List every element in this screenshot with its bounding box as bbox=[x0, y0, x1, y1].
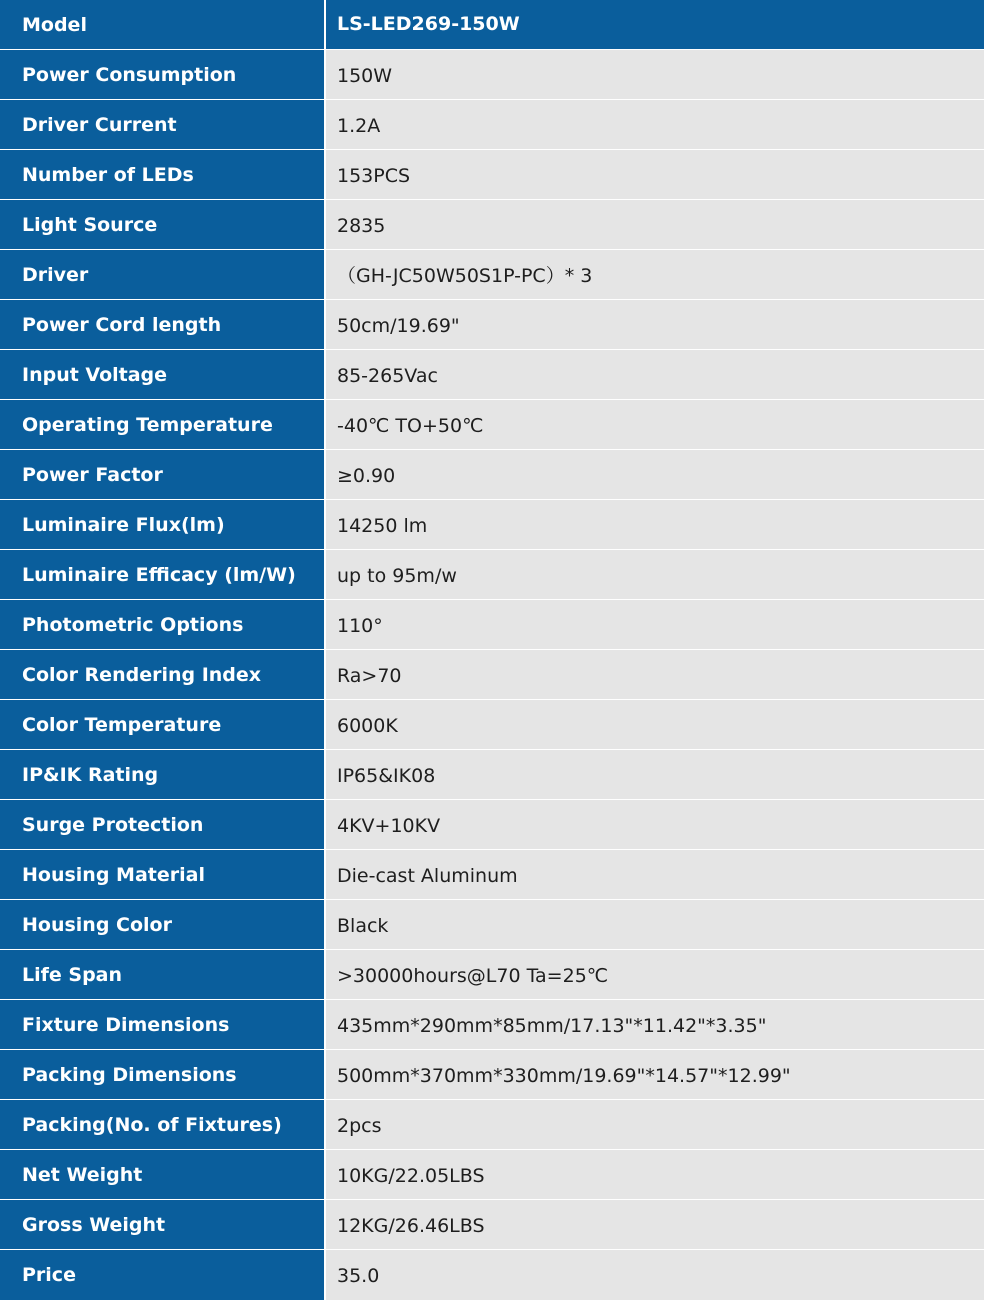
spec-value: 85-265Vac bbox=[326, 350, 984, 400]
spec-row-price bbox=[0, 1250, 984, 1300]
spec-row bbox=[0, 650, 984, 700]
spec-label: Operating Temperature bbox=[0, 400, 326, 450]
spec-row bbox=[0, 50, 984, 100]
spec-value: up to 95m/w bbox=[326, 550, 984, 600]
spec-row bbox=[0, 900, 984, 950]
spec-label: Luminaire Efficacy (lm/W) bbox=[0, 550, 326, 600]
spec-row bbox=[0, 400, 984, 450]
spec-row bbox=[0, 1150, 984, 1200]
spec-value: 12KG/26.46LBS bbox=[326, 1200, 984, 1250]
spec-row bbox=[0, 850, 984, 900]
spec-row bbox=[0, 1200, 984, 1250]
spec-row bbox=[0, 250, 984, 300]
spec-row bbox=[0, 100, 984, 150]
spec-row bbox=[0, 500, 984, 550]
spec-row bbox=[0, 800, 984, 850]
spec-value: 14250 lm bbox=[326, 500, 984, 550]
spec-value: 150W bbox=[326, 50, 984, 100]
spec-label: Driver bbox=[0, 250, 326, 300]
spec-row bbox=[0, 600, 984, 650]
spec-label: Gross Weight bbox=[0, 1200, 326, 1250]
spec-row bbox=[0, 450, 984, 500]
spec-value: 153PCS bbox=[326, 150, 984, 200]
spec-label: Input Voltage bbox=[0, 350, 326, 400]
spec-value: 50cm/19.69" bbox=[326, 300, 984, 350]
spec-row bbox=[0, 750, 984, 800]
spec-value: LS-LED269-150W bbox=[326, 0, 984, 50]
spec-label: Power Consumption bbox=[0, 50, 326, 100]
spec-label: Net Weight bbox=[0, 1150, 326, 1200]
spec-row bbox=[0, 1100, 984, 1150]
spec-value: （GH-JC50W50S1P-PC）* 3 bbox=[326, 250, 984, 300]
spec-label: Surge Protection bbox=[0, 800, 326, 850]
spec-label: IP&IK Rating bbox=[0, 750, 326, 800]
spec-label: Driver Current bbox=[0, 100, 326, 150]
spec-value: -40℃ TO+50℃ bbox=[326, 400, 984, 450]
spec-label: Price bbox=[0, 1250, 326, 1300]
spec-row bbox=[0, 200, 984, 250]
spec-label: Packing(No. of Fixtures) bbox=[0, 1100, 326, 1150]
spec-row bbox=[0, 1000, 984, 1050]
spec-value: 2pcs bbox=[326, 1100, 984, 1150]
spec-label: Color Rendering Index bbox=[0, 650, 326, 700]
spec-value: Black bbox=[326, 900, 984, 950]
spec-value: Ra>70 bbox=[326, 650, 984, 700]
spec-value: 2835 bbox=[326, 200, 984, 250]
spec-label: Life Span bbox=[0, 950, 326, 1000]
spec-value: IP65&IK08 bbox=[326, 750, 984, 800]
spec-label: Packing Dimensions bbox=[0, 1050, 326, 1100]
spec-label: Photometric Options bbox=[0, 600, 326, 650]
spec-label: Model bbox=[0, 0, 326, 50]
spec-label: Light Source bbox=[0, 200, 326, 250]
spec-label: Fixture Dimensions bbox=[0, 1000, 326, 1050]
spec-value: 1.2A bbox=[326, 100, 984, 150]
spec-row bbox=[0, 700, 984, 750]
spec-row bbox=[0, 950, 984, 1000]
spec-value: 110° bbox=[326, 600, 984, 650]
spec-label: Color Temperature bbox=[0, 700, 326, 750]
spec-value: Die-cast Aluminum bbox=[326, 850, 984, 900]
spec-value: >30000hours@L70 Ta=25℃ bbox=[326, 950, 984, 1000]
spec-label: Luminaire Flux(lm) bbox=[0, 500, 326, 550]
spec-value: 10KG/22.05LBS bbox=[326, 1150, 984, 1200]
spec-row bbox=[0, 300, 984, 350]
spec-row bbox=[0, 1050, 984, 1100]
spec-value: 6000K bbox=[326, 700, 984, 750]
spec-value: 35.0 bbox=[326, 1250, 984, 1300]
spec-row bbox=[0, 550, 984, 600]
spec-value: 435mm*290mm*85mm/17.13"*11.42"*3.35" bbox=[326, 1000, 984, 1050]
spec-row bbox=[0, 350, 984, 400]
spec-value: ≥0.90 bbox=[326, 450, 984, 500]
spec-value: 4KV+10KV bbox=[326, 800, 984, 850]
spec-label: Power Cord length bbox=[0, 300, 326, 350]
spec-label: Housing Color bbox=[0, 900, 326, 950]
spec-label: Number of LEDs bbox=[0, 150, 326, 200]
spec-label: Housing Material bbox=[0, 850, 326, 900]
spec-row bbox=[0, 150, 984, 200]
spec-row-model bbox=[0, 0, 984, 50]
spec-value: 500mm*370mm*330mm/19.69"*14.57"*12.99" bbox=[326, 1050, 984, 1100]
spec-label: Power Factor bbox=[0, 450, 326, 500]
